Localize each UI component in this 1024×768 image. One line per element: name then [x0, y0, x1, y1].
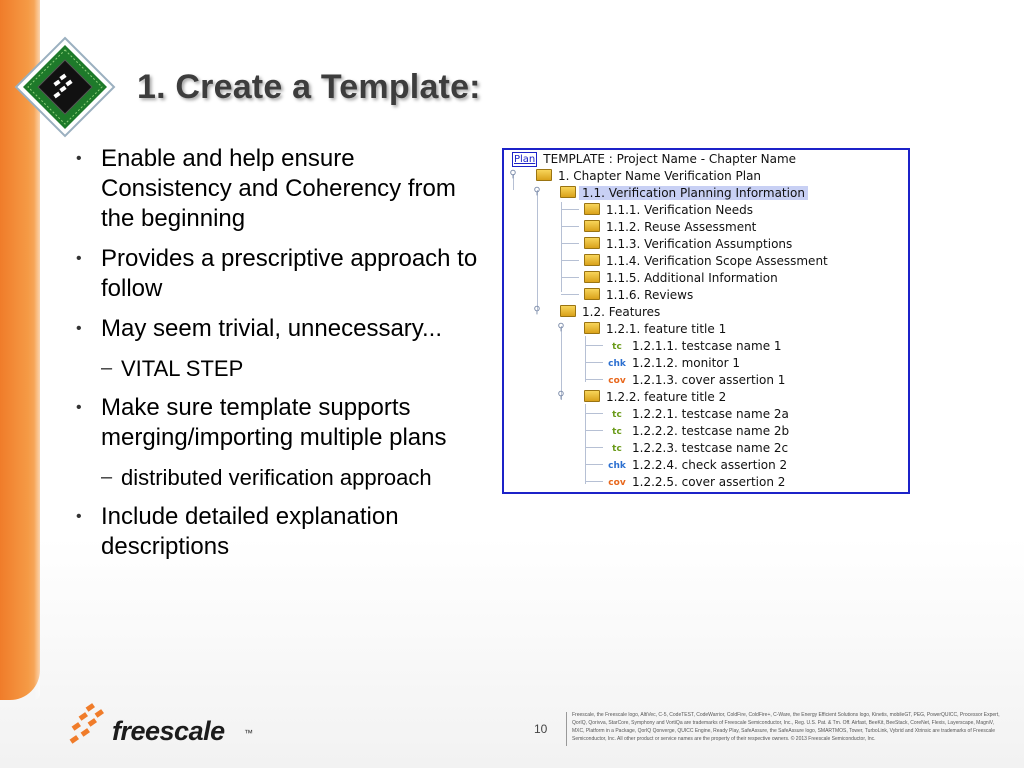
- bullet-item: • Include detailed explanation descriptions: [76, 502, 486, 562]
- sub-bullet-item: – distributed verification approach: [76, 463, 486, 492]
- tree-leaf[interactable]: chk 1.2.2.4. check assertion 2: [608, 457, 790, 474]
- expand-handle-icon[interactable]: ⚲: [533, 305, 541, 316]
- bullet-item: • Make sure template supports merging/importing multiple plans: [76, 393, 486, 453]
- tree-node-1-1[interactable]: 1.1. Verification Planning Information: [560, 185, 808, 202]
- sub-bullet-item: – VITAL STEP: [76, 354, 486, 383]
- tree-node[interactable]: 1.1.3. Verification Assumptions: [584, 236, 795, 253]
- folder-icon: [584, 271, 600, 283]
- tree-leaf[interactable]: tc 1.2.2.3. testcase name 2c: [608, 440, 791, 457]
- bullet-list: [76, 144, 486, 572]
- legal-notice: Freescale, the Freescale logo, AltiVec, C-5, CodeTEST, CodeWarrior, ColdFire, ColdFire+, C-Ware, the Energy Efficient Solutions logo, Kinetis, mobileGT, PEG, PowerQUICC, Processor Expert, QorIQ, Qorivva, StarCore, Symphony and VortiQa are trademarks of Freescale Semiconductor, Inc., Reg. U.S. Pat. & Tm. Off. Airfast, BeeKit, BeeStack, CoreNet, Flexis, Layerscape, MagniV, MXC, Platform in a Package, QorIQ Qonverge, QUICC Engine, Ready Play, SafeAssure, the SafeAssure logo, SMARTMOS, Tower, TurboLink, Vybrid and Xtrinsic are trademarks of Freescale Semiconductor, Inc. All other product or service names are the property of their respective owners. © 2013 Freescale Semiconductor, Inc.: [572, 712, 1000, 742]
- folder-icon: [536, 169, 552, 181]
- plan-icon: Plan: [514, 154, 536, 165]
- tree-node[interactable]: 1.1.5. Additional Information: [584, 270, 781, 287]
- expand-handle-icon[interactable]: ⚲: [533, 186, 541, 197]
- trademark-symbol: ™: [244, 728, 253, 738]
- tree-node[interactable]: 1.1.6. Reviews: [584, 287, 696, 304]
- folder-icon: [584, 203, 600, 215]
- expand-handle-icon[interactable]: ⚲: [509, 169, 517, 180]
- folder-icon: [584, 390, 600, 402]
- testcase-icon: tc: [612, 342, 622, 352]
- slide-title: 1. Create a Template:: [137, 68, 481, 106]
- testcase-icon: tc: [612, 427, 622, 437]
- plan-tree-view[interactable]: [502, 148, 910, 494]
- tree-node[interactable]: 1.1.4. Verification Scope Assessment: [584, 253, 831, 270]
- bullet-item: • Provides a prescriptive approach to follow: [76, 244, 486, 304]
- folder-icon: [560, 305, 576, 317]
- tree-leaf[interactable]: tc 1.2.1.1. testcase name 1: [608, 338, 785, 355]
- folder-icon: [584, 254, 600, 266]
- freescale-wordmark: freescale: [112, 716, 225, 746]
- bullet-item: • Enable and help ensure Consistency and Coherency from the beginning: [76, 144, 486, 234]
- tree-leaf[interactable]: cov 1.2.2.5. cover assertion 2: [608, 474, 788, 491]
- chip-logo-icon: [14, 36, 116, 138]
- folder-icon: [584, 220, 600, 232]
- freescale-logo-icon: [68, 703, 114, 749]
- folder-icon: [584, 288, 600, 300]
- bullet-item: • May seem trivial, unnecessary...: [76, 314, 486, 344]
- tree-leaf[interactable]: chk 1.2.1.2. monitor 1: [608, 355, 743, 372]
- testcase-icon: tc: [612, 410, 622, 420]
- folder-icon: [584, 237, 600, 249]
- page-number: 10: [534, 722, 548, 736]
- folder-icon: [584, 322, 600, 334]
- tree-node-feature-2[interactable]: 1.2.2. feature title 2: [584, 389, 729, 406]
- tree-leaf[interactable]: cov 1.2.1.3. cover assertion 1: [608, 372, 788, 389]
- tree-node-chapter[interactable]: 1. Chapter Name Verification Plan: [536, 168, 764, 185]
- testcase-icon: tc: [612, 444, 622, 454]
- expand-handle-icon[interactable]: ⚲: [557, 390, 565, 401]
- check-icon: chk: [608, 461, 626, 471]
- coverage-icon: cov: [608, 478, 626, 488]
- tree-leaf[interactable]: tc 1.2.2.1. testcase name 2a: [608, 406, 792, 423]
- tree-root[interactable]: Plan TEMPLATE : Project Name - Chapter Name: [514, 152, 797, 166]
- tree-node-1-2[interactable]: 1.2. Features: [560, 304, 663, 321]
- tree-node[interactable]: 1.1.2. Reuse Assessment: [584, 219, 759, 236]
- tree-node[interactable]: 1.1.1. Verification Needs: [584, 202, 756, 219]
- coverage-icon: cov: [608, 376, 626, 386]
- folder-icon: [560, 186, 576, 198]
- footer-divider: [566, 712, 567, 746]
- check-icon: chk: [608, 359, 626, 369]
- tree-node-feature-1[interactable]: 1.2.1. feature title 1: [584, 321, 729, 338]
- tree-leaf[interactable]: tc 1.2.2.2. testcase name 2b: [608, 423, 792, 440]
- expand-handle-icon[interactable]: ⚲: [557, 322, 565, 333]
